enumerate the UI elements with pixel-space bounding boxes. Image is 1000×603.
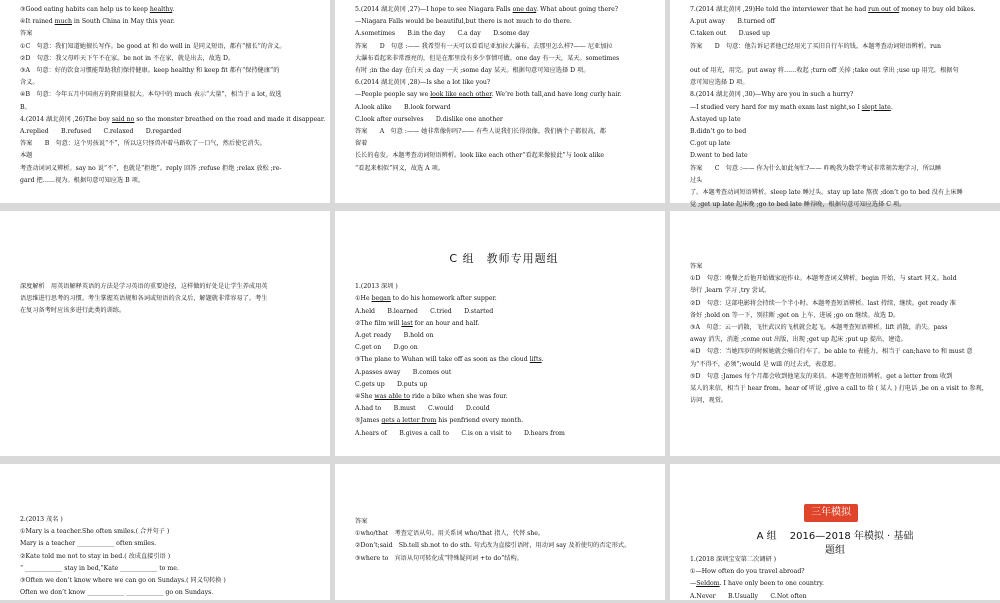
- line-text: 1.(2013 深圳 ): [355, 283, 398, 291]
- page-text: [20, 281, 318, 318]
- line-text: “看起来相似”同义，故选 A 项。: [355, 164, 444, 172]
- text-line: [690, 16, 988, 28]
- text-line: [20, 77, 318, 89]
- doc-page-5: [335, 211, 665, 456]
- line-text: Often we don’t know ____________ ____________ go on Sundays.: [20, 589, 214, 597]
- text-line: [355, 330, 653, 342]
- line-text: ①D 句意：晚餐之后他开始做家庭作业。本题考查词义辨析。begin 开始，与 start 同义。hold: [690, 275, 957, 283]
- text-line: [20, 28, 318, 40]
- doc-page-3: [670, 0, 1000, 209]
- line-text: 答案 C 句意 :—— 你为什么如此匆忙?—— 昨晚我为数学考试非常刻苦地学习，所以睡: [690, 164, 942, 172]
- page-text: [355, 281, 653, 440]
- line-text: 语思维进行思考的习惯。考生掌握英语规和各词或短语的含义后，解题就非常容易了。考生: [20, 295, 268, 303]
- line-text: 为“不得不，必须”;would 是 will 的过去式，表意愿。: [690, 360, 840, 368]
- text-line: [690, 298, 988, 310]
- doc-page-8: [335, 464, 665, 600]
- line-text: 答案 D 句意 :—— 我希望有一天可以看看尼亚加拉大瀑布。去那里怎么样?—— 尼亚加拉: [355, 42, 613, 50]
- group-title-line-1: A 组 2016—2018 年模拟 · 基础: [756, 531, 914, 542]
- text-line: [355, 126, 653, 138]
- text-line: [355, 293, 653, 305]
- text-line: [690, 77, 988, 89]
- line-text: ①He: [355, 295, 372, 303]
- text-line: [355, 65, 653, 77]
- line-text: —People people say we: [355, 91, 431, 99]
- text-line: [20, 102, 318, 114]
- line-text: A.held B.learned C.tried D.started: [355, 307, 494, 315]
- group-title-line-2: 题组: [825, 545, 845, 556]
- line-text-tail: ride a bike when she was four.: [410, 393, 508, 401]
- line-text-tail: .: [890, 103, 893, 111]
- line-text: 答案 A 句意 :—— 她非常像你吗?—— 有些人说我们长得很像。我们俩个子都很高，都: [355, 128, 606, 136]
- line-text: C.taken out D.used up: [690, 30, 770, 38]
- line-text: ③A 句意：好的饮食习惯能帮助我们保持健康。keep healthy 和 keep fit 都有“保持健康”的: [20, 67, 280, 75]
- text-line: [355, 415, 653, 427]
- line-text: 觉 ;get up late 起床晚 ;go to bed late 睡得晚，根据句意可知应选择 C 项。: [690, 201, 906, 209]
- line-text: 7.(2014 湖北黄冈 ,29)He told the interviewer that he had: [690, 6, 869, 13]
- line-text: gard 把……视为。根据句意可知应选 B 项。: [20, 176, 145, 184]
- line-text: ③A 句意：云一消散，飞往武汉的飞机就会起飞。本题考查短语辨析。lift 消散，消失。pass: [690, 324, 948, 332]
- text-line: [20, 89, 318, 101]
- text-line: [20, 114, 326, 126]
- doc-page-4: [0, 211, 330, 456]
- line-text-tail: . What about going there?: [536, 6, 619, 13]
- text-line: [690, 102, 988, 114]
- line-text: ④She: [355, 393, 375, 401]
- line-text: ②The film will: [355, 319, 402, 327]
- line-text: D.went to bed late: [690, 152, 748, 160]
- line-text-tail: in South China in May this year.: [71, 18, 175, 26]
- line-text: away 消失，消逝 ;come out 出版，出现 ;get up 起床 ;put up 提出，建造。: [690, 336, 907, 344]
- line-text: 考查动词词义辨析。say no 说“不”，也就是“拒绝”。reply 回答 ;refuse 拒绝 ;relax 放松 ;re-: [20, 164, 282, 172]
- page-text: [690, 261, 988, 407]
- line-text: A.passes away B.comes out: [355, 368, 452, 376]
- text-line: [690, 273, 988, 285]
- line-text: ④D 句意：当她四岁的时候她就会骑自行车了。be able to 表能力，相当于 can;have to 和 must 意: [690, 348, 973, 356]
- line-text: A.put away B.turned off: [690, 18, 776, 26]
- text-line: [20, 16, 318, 28]
- line-text: 有时 ;in the day 在白天 ;a day 一天 ;some day 某天。根据句意可知应选择 D 项。: [355, 67, 590, 75]
- text-line: [690, 28, 988, 40]
- text-line: [20, 551, 318, 563]
- text-line: [690, 359, 988, 371]
- text-line: [20, 138, 318, 150]
- line-text: ③Good eating habits can help us to keep: [20, 6, 150, 13]
- text-line: [690, 138, 988, 150]
- underlined-phrase: gets a letter from: [381, 417, 437, 425]
- doc-page-2: [335, 0, 665, 203]
- line-text: 本题: [20, 152, 33, 160]
- line-text-tail: to do his homework after supper.: [390, 295, 497, 303]
- text-line: [20, 150, 318, 162]
- line-text: 深度解析 用英语解释英语的方法是学习英语的重要途径，这样做的好处是让学生养成用英: [20, 283, 268, 290]
- line-text: 答案: [690, 263, 703, 270]
- line-text: A.Never B.Usually C.Not often: [690, 592, 807, 600]
- text-line: [690, 41, 988, 53]
- line-text: Mary is a teacher ____________ often smiles.: [20, 540, 157, 548]
- line-text: C.get on D.go on: [355, 344, 418, 352]
- text-line: [355, 114, 653, 126]
- text-line: [20, 175, 318, 187]
- text-line: [355, 53, 653, 65]
- line-text: 6.(2014 湖北黄冈 ,28)—Is she a lot like you?: [355, 79, 491, 87]
- text-line: [355, 553, 653, 565]
- line-text-tail: his penfriend every month.: [436, 417, 524, 425]
- doc-page-9: [670, 464, 1000, 600]
- text-line: [355, 281, 653, 293]
- text-line: [20, 281, 318, 293]
- text-line: [20, 563, 318, 575]
- line-text: 大瀑布看起来非常漂亮的，但是在那里没有多少事情可做。one day 有一天，某天。sometimes: [355, 54, 620, 62]
- line-text-tail: so the monster breathed on the road and made it disappear.: [134, 115, 326, 123]
- page-text: [20, 514, 318, 599]
- underlined-phrase: healthy: [149, 6, 173, 13]
- underlined-phrase: slept late: [861, 103, 891, 111]
- text-line: [690, 150, 988, 162]
- line-text: 答案 D 句意：他告诉记者他已经用光了买旧自行车的钱。本题考查动词短语辨析。run: [690, 42, 942, 50]
- text-line: [690, 126, 988, 138]
- underlined-phrase: last: [401, 319, 413, 327]
- text-line: [690, 114, 988, 126]
- line-text: 2.(2013 茂名 ): [20, 516, 63, 523]
- line-text: 4.(2014 湖北黄冈 ,26)The boy: [20, 115, 112, 123]
- underlined-phrase: began: [371, 295, 391, 303]
- line-text: —: [690, 580, 697, 588]
- line-text: ③The plane to Wuhan will take off as soon as the cloud: [355, 356, 530, 364]
- doc-page-7: [0, 464, 330, 600]
- line-text: C.look after ourselves D.dislike one another: [355, 115, 503, 123]
- doc-page-1: [0, 0, 330, 203]
- line-text: A.stayed up late: [690, 115, 741, 123]
- text-line: [355, 318, 653, 330]
- text-line: [20, 293, 318, 305]
- line-text: 8.(2014 湖北黄冈 ,30)—Why are you in such a hurry?: [690, 91, 854, 99]
- underlined-phrase: was able to: [374, 393, 411, 401]
- text-line: [355, 391, 653, 403]
- text-line: [690, 285, 988, 297]
- line-text: ④It rained: [20, 18, 55, 26]
- line-text: A.look alike B.look forward: [355, 103, 451, 111]
- section-heading: C 组 教师专用题组: [449, 252, 559, 265]
- text-line: [20, 575, 318, 587]
- line-text: 含义。: [20, 79, 39, 87]
- text-line: [690, 395, 988, 407]
- line-text: ①C 句意：我们知道她擅长写作。be good at 和 do well in 是同义短语，都有“擅长”的含义。: [20, 42, 286, 50]
- underlined-phrase: said no: [111, 115, 135, 123]
- text-line: [355, 428, 653, 440]
- line-text: ②Kate told me not to stay in bed.( 改成直接引语 ): [20, 552, 171, 560]
- line-text: B。: [20, 103, 31, 111]
- text-line: [690, 175, 988, 187]
- text-line: [20, 163, 318, 175]
- page-text: [355, 516, 653, 565]
- text-line: [355, 528, 653, 540]
- line-text: B.didn’t go to bed: [690, 128, 747, 136]
- line-text-tail: . We’re both tall,and have long curly hair.: [491, 91, 622, 99]
- line-text: ①Mary is a teacher.She often smiles.( 合并句子 ): [20, 528, 170, 536]
- line-text: 留着: [355, 140, 368, 148]
- line-text-tail: . I have only been to one country.: [719, 580, 824, 588]
- line-text: “ ____________ stay in bed,”Kate ____________ to me.: [20, 564, 179, 572]
- line-text: 在复习备考时应该多进行此类的训练。: [20, 307, 126, 315]
- text-line: [355, 102, 653, 114]
- text-line: [690, 566, 988, 578]
- line-text: out of 用光，用完。put away 将……收起 ;turn off 关掉 ;take out 拿出 ;use up 用完，根据句: [690, 67, 959, 75]
- text-line: [690, 65, 988, 77]
- line-text: —I studied very hard for my math exam last night,so I: [690, 103, 862, 111]
- text-line: [690, 591, 988, 603]
- underlined-phrase: much: [54, 18, 72, 26]
- text-line: [690, 578, 988, 590]
- line-text: A.hears of B.gives a call to C.is on a visit to D.hears from: [355, 429, 565, 437]
- text-line: [690, 53, 988, 65]
- text-line: [690, 383, 988, 395]
- text-line: [355, 306, 653, 318]
- text-line: [355, 379, 653, 391]
- line-text: 举行 ,learn 学习 ,try 尝试。: [690, 287, 771, 295]
- line-text: ②D 句意：我父母昨天下午不在家。be not in 不在家，就是出去，故选 D。: [20, 54, 235, 62]
- text-line: [690, 346, 988, 358]
- line-text: ③Often we don’t know where we can go on Sundays.( 同义句转换 ): [20, 577, 226, 585]
- text-line: [20, 587, 318, 599]
- page-text: [690, 554, 988, 603]
- text-line: [20, 53, 318, 65]
- text-line: [690, 334, 988, 346]
- text-line: [690, 187, 988, 199]
- line-text: ⑤James: [355, 417, 382, 425]
- text-line: [20, 41, 318, 53]
- line-text-tail: .: [541, 356, 544, 364]
- line-text: 意可知应选择 D 项。: [690, 79, 749, 87]
- line-text: A.get ready B.hold on: [355, 332, 434, 340]
- line-text: 长长的卷发。本题考查动词短语辨析。look like each other“看起来像彼此”与 look alike: [355, 152, 605, 160]
- text-line: [20, 126, 318, 138]
- line-text: 过头: [690, 176, 703, 184]
- text-line: [690, 89, 988, 101]
- page-text: [690, 4, 988, 211]
- line-text: ①who/that 考查定语从句。用关系词 who/that 指人，代替 she。: [355, 530, 545, 538]
- line-text: ④B 句意：今年五月中国南方的降雨量很大。本句中的 much 表示“大量”，相当于 a lot, 故选: [20, 91, 282, 99]
- line-text: ③where to 宾语从句可转化成“特殊疑问词 +to do”结构。: [355, 554, 523, 562]
- text-line: [690, 199, 988, 211]
- group-title: [670, 530, 1000, 558]
- line-text-tail: for an hour and half.: [412, 319, 480, 327]
- underlined-phrase: Seldom: [696, 580, 720, 588]
- underlined-phrase: run out of: [868, 6, 900, 13]
- text-line: [690, 261, 988, 273]
- line-text: A.replied B.refused C.relaxed D.regarded: [20, 128, 182, 136]
- line-text: 答案: [20, 30, 33, 38]
- line-text: ①—How often do you travel abroad?: [690, 568, 805, 576]
- line-text: 1.(2018 深圳宝安第二次调研 ): [690, 556, 777, 563]
- underlined-phrase: look like each other: [430, 91, 492, 99]
- underlined-phrase: one day: [512, 6, 537, 13]
- line-text: 访问，观赏。: [690, 397, 728, 405]
- text-line: [355, 367, 653, 379]
- text-line: [20, 4, 318, 16]
- line-text-tail: .: [172, 6, 175, 13]
- text-line: [355, 342, 653, 354]
- line-text: C.gets up D.puts up: [355, 380, 428, 388]
- line-text: 答案: [355, 518, 368, 525]
- text-line: [690, 163, 988, 175]
- text-line: [355, 150, 653, 162]
- text-line: [690, 322, 988, 334]
- line-text: 了。本题考查动词短语辨析。sleep late 睡过头。stay up late 熬夜 ;don’t go to bed 没有上床睡: [690, 189, 963, 197]
- text-line: [355, 540, 653, 552]
- text-line: [690, 310, 988, 322]
- text-line: [355, 163, 653, 175]
- line-text: —Niagara Falls would be beautiful,but there is not much to do there.: [355, 18, 572, 26]
- line-text: ②Don’t;said Sb.tell sb.not to do sth. 句式改为直接引语时，用动词 say 及祈使句的否定形式。: [355, 542, 631, 550]
- text-line: [355, 16, 653, 28]
- text-line: [690, 371, 988, 383]
- line-text: C.got up late: [690, 140, 731, 148]
- text-line: [355, 354, 653, 366]
- text-line: [690, 4, 988, 16]
- text-line: [20, 526, 318, 538]
- text-line: [355, 403, 653, 415]
- page-text: [355, 4, 653, 175]
- text-line: [355, 138, 653, 150]
- line-text-tail: money to buy old bikes.: [899, 6, 976, 13]
- text-line: [20, 65, 318, 77]
- line-text: A.had to B.must C.would D.could: [355, 405, 490, 413]
- line-text: 某人的来信，相当于 hear from。hear of 听说 ,give a call to 给 ( 某人 ) 打电话 ,be on a visit to 参观，: [690, 385, 988, 393]
- text-line: [355, 516, 653, 528]
- text-line: [355, 4, 653, 16]
- line-text: ②D 句意：这部电影将会持续一个半小时。本题考查短语辨析。last 持续，继续。get ready 准: [690, 299, 956, 307]
- section-badge: 三年模拟: [804, 504, 858, 522]
- line-text: 答案 B 句意：这个男孩说“不”，所以这只怪兽冲着马路吹了一口气，然后使它消失。: [20, 140, 266, 148]
- text-line: [20, 538, 318, 550]
- text-line: [20, 514, 318, 526]
- page-text: [20, 4, 326, 187]
- line-text: ⑤D 句意 :James 每个月都会收到他笔友的来信。本题考查短语辨析。get a letter from 收到: [690, 372, 953, 380]
- line-text: A.sometimes B.in the day C.a day D.some day: [355, 30, 530, 38]
- line-text: 5.(2014 湖北黄冈 ,27)—I hope to see Niagara Falls: [355, 6, 513, 13]
- text-line: [20, 305, 318, 317]
- text-line: [355, 28, 653, 40]
- underlined-phrase: lifts: [529, 356, 542, 364]
- text-line: [355, 41, 653, 53]
- doc-page-6: [670, 211, 1000, 456]
- text-line: [355, 89, 653, 101]
- line-text: 备好 ;hold on 等一下，别挂断 ;get on 上车，进展 ;go on 继续。故选 D。: [690, 311, 900, 319]
- text-line: [355, 77, 653, 89]
